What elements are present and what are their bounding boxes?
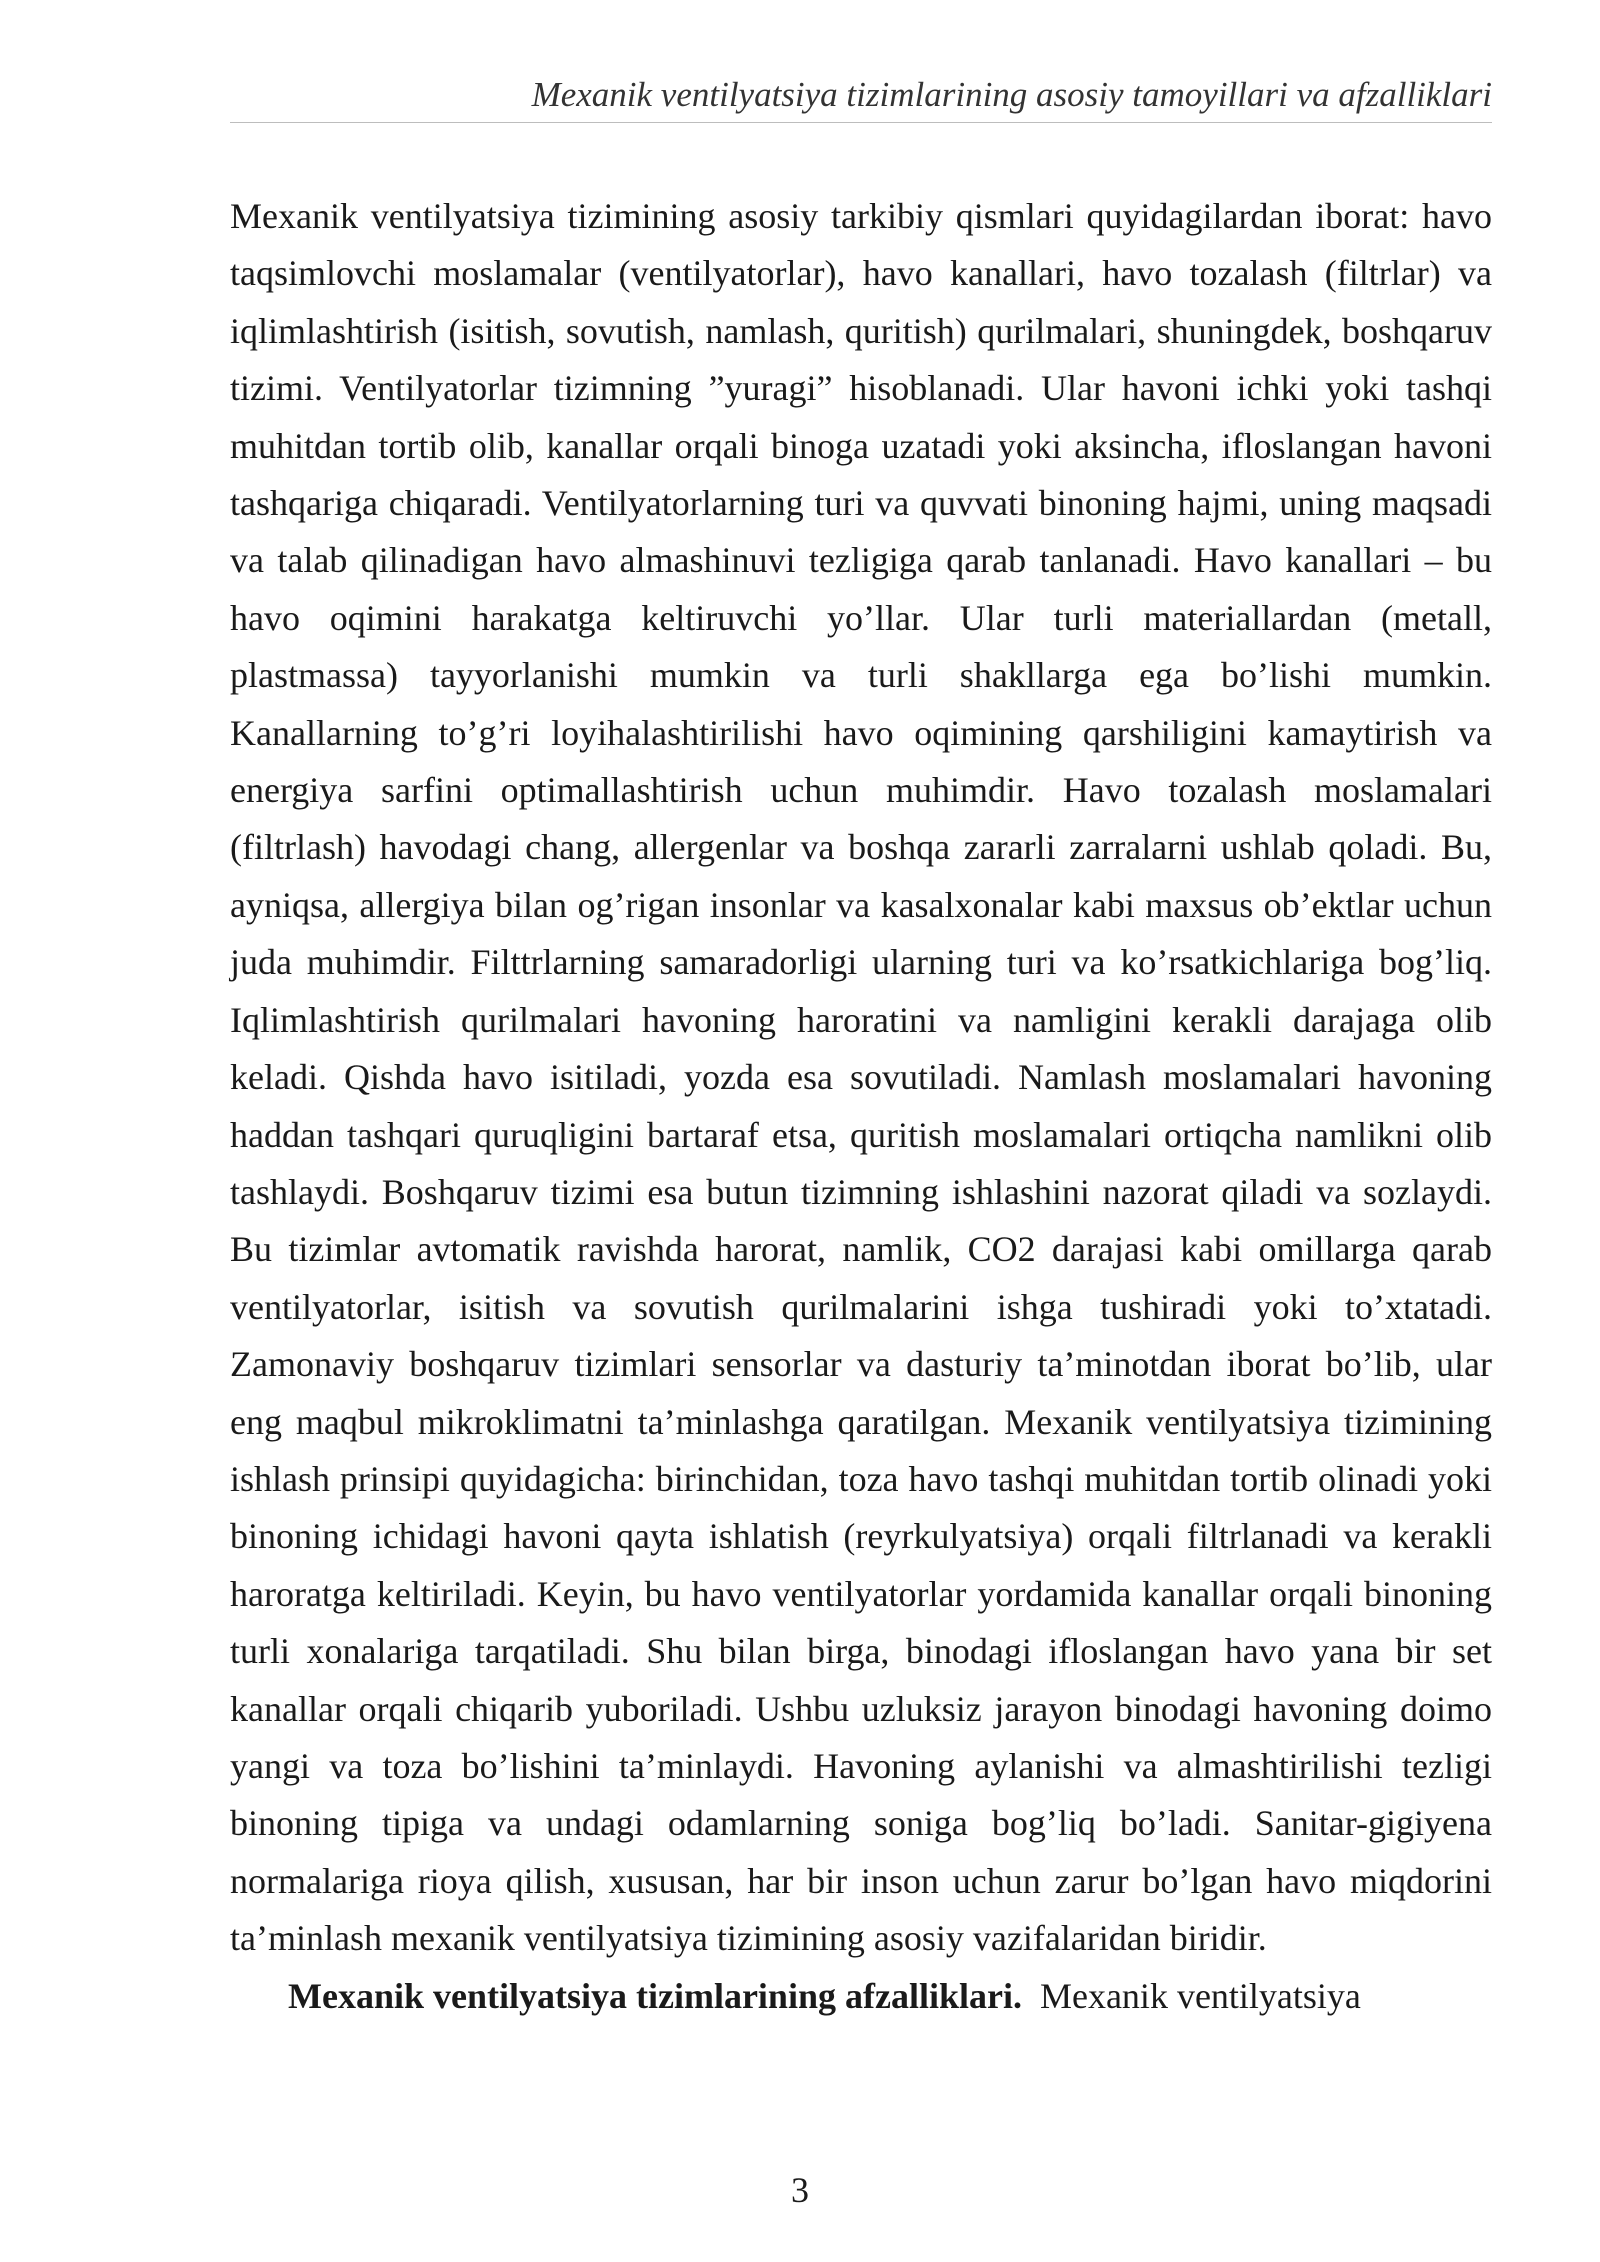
header-divider: [230, 122, 1492, 123]
paragraph-components: Mexanik ventilyatsiya tizimining asosiy tarkibiy qismlari quyidagilardan iborat: havo taqsimlovchi moslamalar (ventilyatorlar), havo kanallari, havo tozalash (filtrlar) va iqlimlashtirish (isitish, sovutish, namlash, quritish) qurilmalari, shuningdek, boshqaruv tizimi. Ventilyatorlar tizimning ”yuragi” hisoblanadi. Ular havoni ichki yoki tashqi muhitdan tortib olib, kanallar orqali binoga uzatadi yoki aksincha, ifloslangan havoni tashqariga chiqaradi. Ventilyatorlarning turi va quvvati binoning hajmi, uning maqsadi va talab qilinadigan havo almashinuvi tezligiga qarab tanlanadi. Havo kanallari – bu havo oqimini harakatga keltiruvchi yo’llar. Ular turli materiallardan (metall, plastmassa) tayyorlanishi mumkin va turli shakllarga ega bo’lishi mumkin. Kanallarning to’g’ri loyihalashtirilishi havo oqimining qarshiligini kamaytirish va energiya sarfini optimallashtirish uchun muhimdir. Havo tozalash moslamalari (filtrlash) havodagi chang, allergenlar va boshqa zararli zarralarni ushlab qoladi. Bu, ayniqsa, allergiya bilan og’rigan insonlar va kasalxonalar kabi maxsus ob’ektlar uchun juda muhimdir. Filttrlarning samaradorligi ularning turi va ko’rsatkichlariga bog’liq. Iqlimlashtirish qurilmalari havoning haroratini va namligini kerakli darajaga olib keladi. Qishda havo isitiladi, yozda esa sovutiladi. Namlash moslamalari havoning haddan tashqari quruqligini bartaraf etsa, quritish moslamalari ortiqcha namlikni olib tashlaydi. Boshqaruv tizimi esa butun tizimning ishlashini nazorat qiladi va sozlaydi. Bu tizimlar avtomatik ravishda harorat, namlik, CO2 darajasi kabi omillarga qarab ventilyatorlar, isitish va sovutish qurilmalarini ishga tushiradi yoki to’xtatadi. Zamonaviy boshqaruv tizimlari sensorlar va dasturiy ta’minotdan iborat bo’lib, ular eng maqbul mikroklimatni ta’minlashga qaratilgan. Mexanik ventilyatsiya tizimining ishlash prinsipi quyidagicha: birinchidan, toza havo tashqi muhitdan tortib olinadi yoki binoning ichidagi havoni qayta ishlatish (reyrkulyatsiya) orqali filtrlanadi va kerakli haroratga keltiriladi. Keyin, bu havo ventilyatorlar yordamida kanallar orqali binoning turli xonalariga tarqatiladi. Shu bilan birga, binodagi ifloslangan havo yana bir set kanallar orqali chiqarib yuboriladi. Ushbu uzluksiz jarayon binodagi havoning doimo yangi va toza bo’lishini ta’minlaydi. Havoning aylanishi va almashtirilishi tezligi binoning tipiga va undagi odamlarning soniga bog’liq bo’ladi. Sanitar-gigiyena normalariga rioya qilish, xususan, har bir inson uchun zarur bo’lgan havo miqdorini ta’minlash mexanik ventilyatsiya tizimining asosiy vazifalaridan biridir.: [230, 196, 1492, 1959]
paragraph-advantages-text: Mexanik ventilyatsiya: [1039, 1975, 1361, 2016]
paragraph-advantages: [230, 1968, 1492, 2025]
body-text: [230, 188, 1492, 2025]
page-number: 3: [791, 2170, 809, 2210]
running-header: Mexanik ventilyatsiya tizimlarining asosiy tamoyillari va afzalliklari: [531, 75, 1492, 114]
section-heading-advantages: Mexanik ventilyatsiya tizimlarining afzalliklari.: [288, 1975, 1022, 2016]
